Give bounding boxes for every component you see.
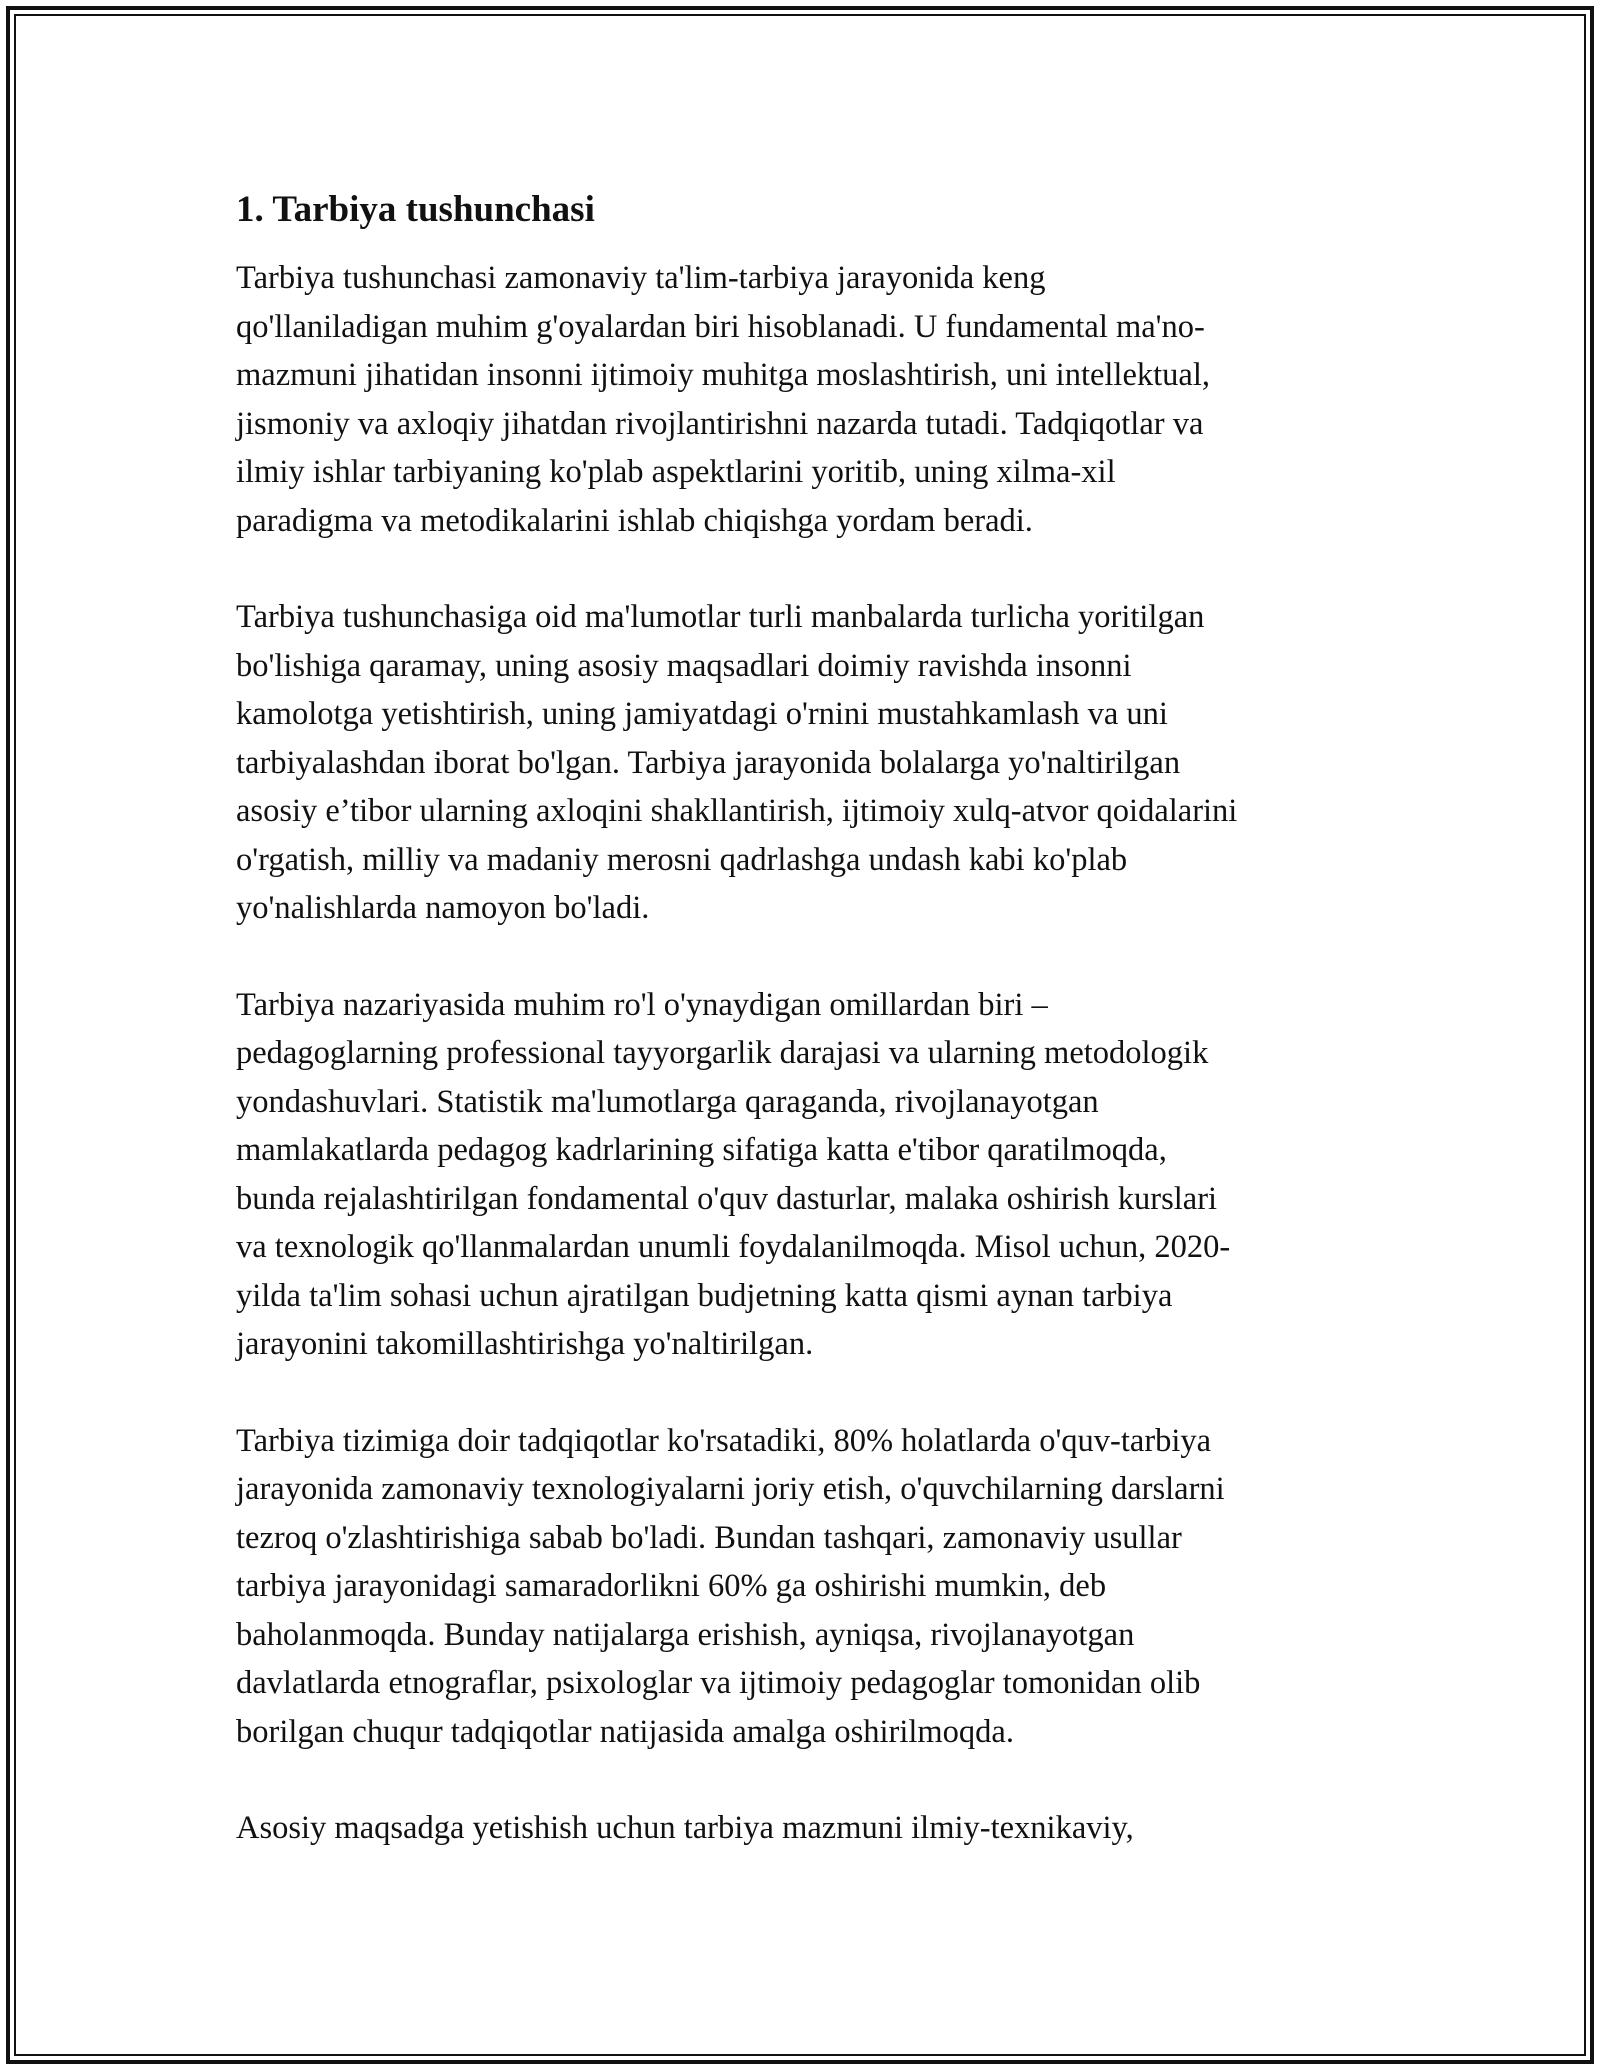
paragraph-5: Asosiy maqsadga yetishish uchun tarbiya mazmuni ilmiy-texnikaviy, — [236, 1810, 1134, 1846]
section-heading: 1. Tarbiya tushunchasi — [236, 189, 595, 230]
paragraph-1: Tarbiya tushunchasi zamonaviy ta'lim-tarbiya jarayonida keng qo'llaniladigan muhim g'oyalardan biri hisoblanadi. U fundamental ma'no- mazmuni jihatidan insonni ijtimoiy muhitga moslashtirish, uni intellektual, jismoniy va axloqiy jihatdan rivojlantirishni nazarda tutadi. Tadqiqotlar va ilmiy ishlar tarbiyaning ko'plab aspektlarini yoritib, uning xilma-xil paradigma va metodikalarini ishlab chiqishga yordam beradi. — [236, 260, 1211, 539]
document-body — [236, 186, 1386, 1901]
paragraph-2: Tarbiya tushunchasiga oid ma'lumotlar turli manbalarda turlicha yoritilgan bo'lishiga qaramay, uning asosiy maqsadlari doimiy ravishda insonni kamolotga yetishtirish, uning jamiyatdagi o'rnini mustahkamlash va uni tarbiyalashdan iborat bo'lgan. Tarbiya jarayonida bolalarga yo'naltirilgan asosiy e’tibor ularning axloqini shakllantirish, ijtimoiy xulq-atvor qoidalarini o'rgatish, milliy va madaniy merosni qadrlashga undash kabi ko'plab yo'nalishlarda namoyon bo'ladi. — [236, 599, 1238, 926]
paragraph-4: Tarbiya tizimiga doir tadqiqotlar ko'rsatadiki, 80% holatlarda o'quv-tarbiya jarayonida zamonaviy texnologiyalarni joriy etish, o'quvchilarning darslarni tezroq o'zlashtirishiga sabab bo'ladi. Bundan tashqari, zamonaviy usullar tarbiya jarayonidagi samaradorlikni 60% ga oshirishi mumkin, deb baholanmoqda. Bunday natijalarga erishish, ayniqsa, rivojlanayotgan davlatlarda etnograflar, psixologlar va ijtimoiy pedagoglar tomonidan olib borilgan chuqur tadqiqotlar natijasida amalga oshirilmoqda. — [236, 1422, 1225, 1750]
paragraph-3: Tarbiya nazariyasida muhim ro'l o'ynaydigan omillardan biri – pedagoglarning professional tayyorgarlik darajasi va ularning metodologik yondashuvlari. Statistik ma'lumotlarga qaraganda, rivojlanayotgan mamlakatlarda pedagog kadrlarining sifatiga katta e'tibor qaratilmoqda, bunda rejalashtirilgan fondamental o'quv dasturlar, malaka oshirish kurslari va texnologik qo'llanmalardan unumli foydalanilmoqda. Misol uchun, 2020- yilda ta'lim sohasi uchun ajratilgan budjetning katta qismi aynan tarbiya jarayonini takomillashtirishga yo'naltirilgan. — [236, 986, 1231, 1362]
